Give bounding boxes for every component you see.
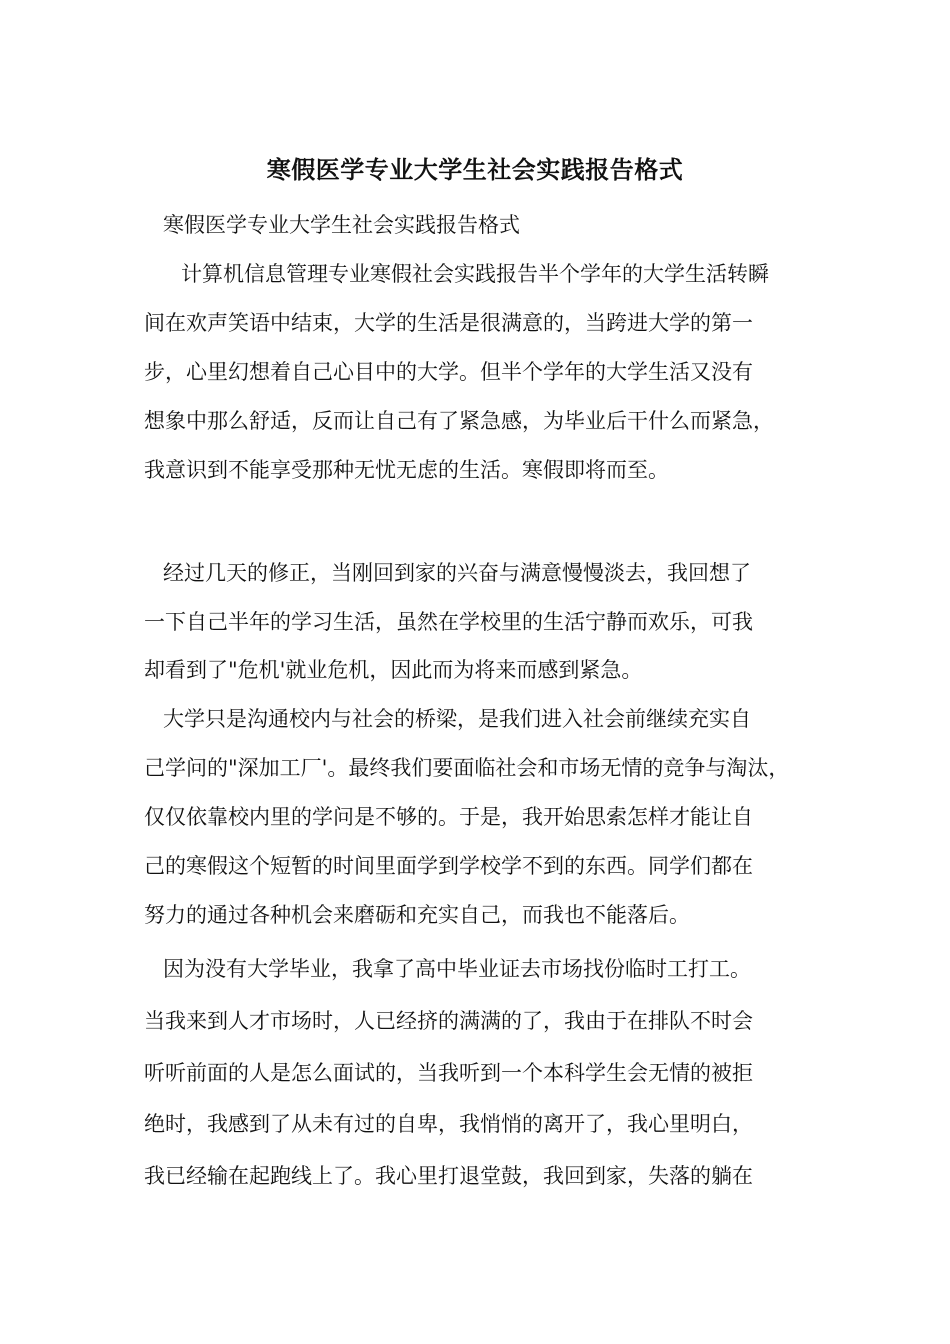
paragraph-line: 大学只是沟通校内与社会的桥梁，是我们进入社会前继续充实自 bbox=[163, 707, 751, 731]
paragraph-line: 绝时，我感到了从未有过的自卑，我悄悄的离开了，我心里明白， bbox=[144, 1112, 753, 1136]
paragraph-line: 经过几天的修正，当刚回到家的兴奋与满意慢慢淡去，我回想了 bbox=[163, 561, 751, 585]
paragraph-line: 我已经输在起跑线上了。我心里打退堂鼓，我回到家，失落的躺在 bbox=[144, 1164, 753, 1188]
paragraph-line: 我意识到不能享受那种无忧无虑的生活。寒假即将而至。 bbox=[144, 458, 669, 482]
paragraph-line: 步，心里幻想着自己心目中的大学。但半个学年的大学生活又没有 bbox=[144, 360, 753, 384]
paragraph-line: 听听前面的人是怎么面试的，当我听到一个本科学生会无情的被拒 bbox=[144, 1061, 753, 1085]
document-subtitle: 寒假医学专业大学生社会实践报告格式 bbox=[163, 213, 520, 237]
paragraph-line: 己学问的"深加工厂'。最终我们要面临社会和市场无情的竞争与淘汰， bbox=[144, 756, 790, 780]
paragraph-line: 一下自己半年的学习生活，虽然在学校里的生活宁静而欢乐，可我 bbox=[144, 610, 753, 634]
paragraph-line: 间在欢声笑语中结束，大学的生活是很满意的，当跨进大学的第一 bbox=[144, 311, 753, 335]
paragraph-line: 却看到了"危机'就业危机，因此而为将来而感到紧急。 bbox=[144, 658, 643, 682]
paragraph-line: 仅仅依靠校内里的学问是不够的。于是，我开始思索怎样才能让自 bbox=[144, 805, 753, 829]
paragraph-line: 己的寒假这个短暂的时间里面学到学校学不到的东西。同学们都在 bbox=[144, 854, 753, 878]
paragraph-line: 想象中那么舒适，反而让自己有了紧急感，为毕业后干什么而紧急， bbox=[144, 409, 774, 433]
paragraph-line: 因为没有大学毕业，我拿了高中毕业证去市场找份临时工打工。 bbox=[163, 957, 751, 981]
paragraph-line: 当我来到人才市场时，人已经挤的满满的了，我由于在排队不时会 bbox=[144, 1009, 753, 1033]
paragraph-line: 计算机信息管理专业寒假社会实践报告半个学年的大学生活转瞬 bbox=[181, 262, 769, 286]
document-title: 寒假医学专业大学生社会实践报告格式 bbox=[266, 155, 684, 184]
paragraph-line: 努力的通过各种机会来磨砺和充实自己，而我也不能落后。 bbox=[144, 903, 690, 927]
